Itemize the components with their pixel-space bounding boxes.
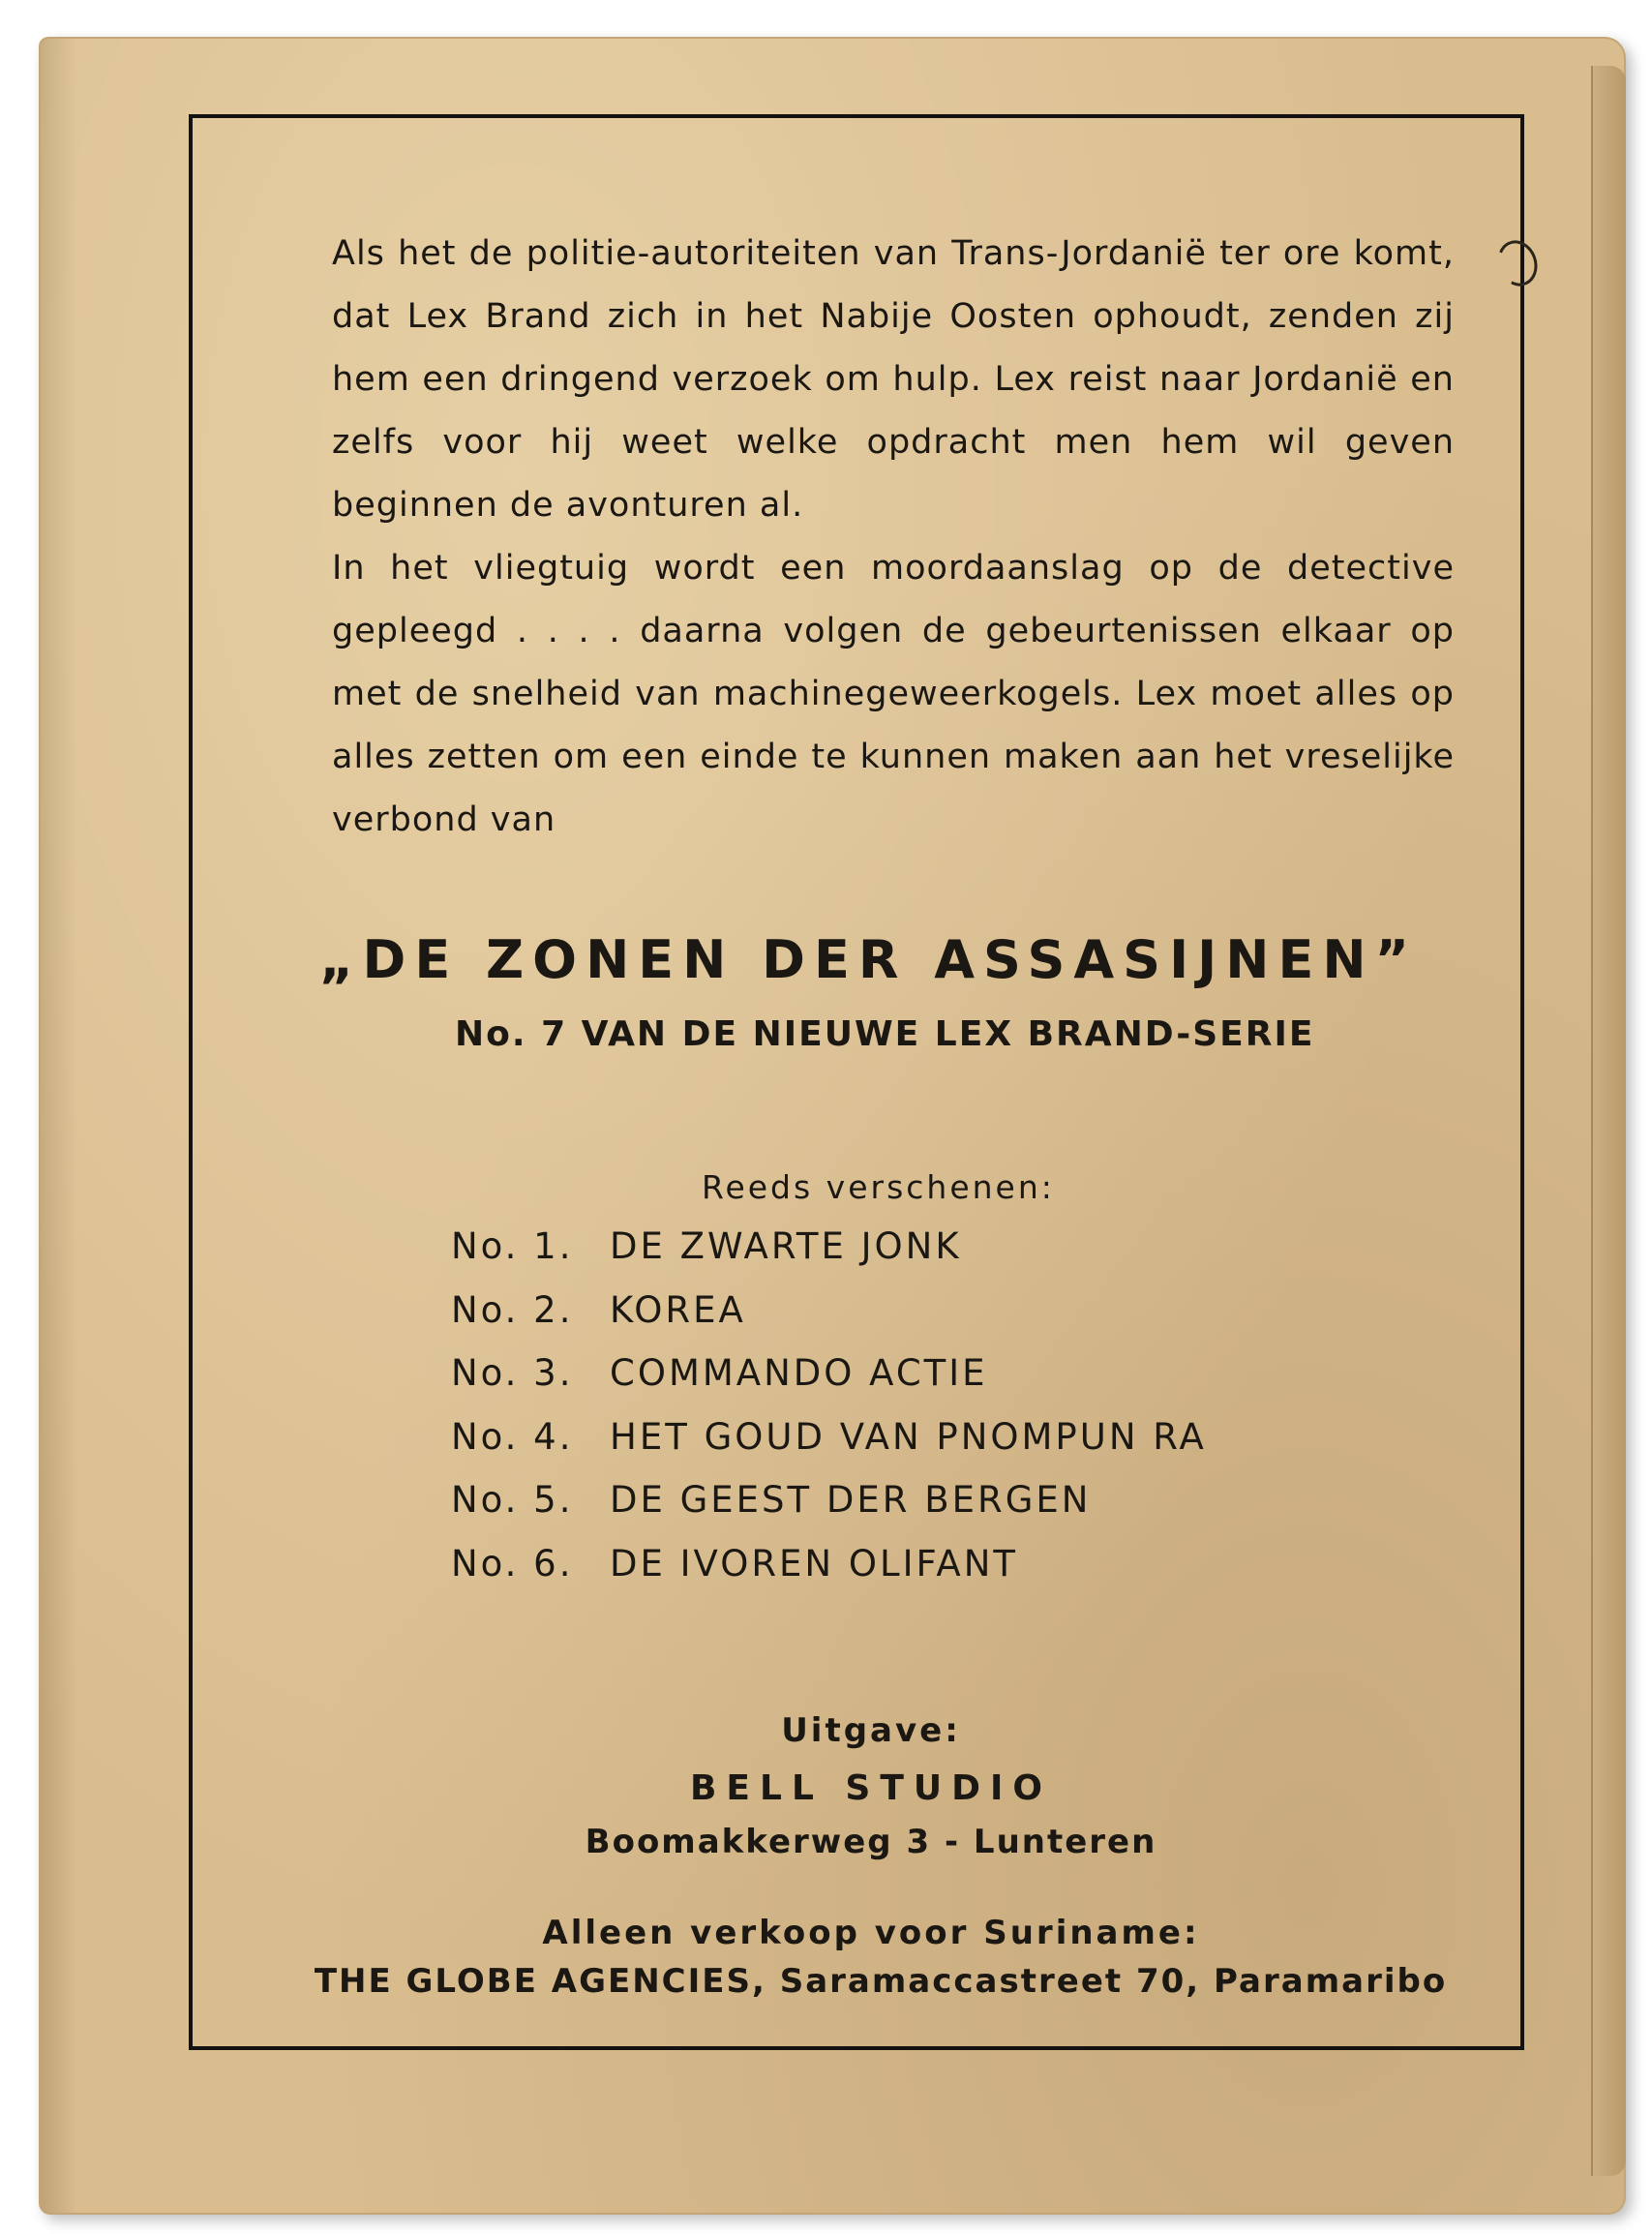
issue-title: HET GOUD VAN PNOMPUN RA bbox=[610, 1415, 1207, 1458]
synopsis-paragraph-1: Als het de politie-autoriteiten van Trans-Jordanië ter ore komt, dat Lex Brand zich in het Nabije Oosten ophoudt, zenden zij hem een dringend verzoek om hulp. Lex reist naar Jordanië en zelfs voor hij weet welke opdracht men hem wil geven beginnen de avonturen al. bbox=[332, 234, 1455, 525]
issue-title: DE GEEST DER BERGEN bbox=[610, 1479, 1092, 1521]
issue-number: No. 3. bbox=[451, 1352, 574, 1394]
publisher-address: Boomakkerweg 3 - Lunteren bbox=[585, 1823, 1157, 1861]
list-item bbox=[451, 1352, 1322, 1416]
issue-number: No. 5. bbox=[451, 1479, 574, 1521]
book-title: „DE ZONEN DER ASSASIJNEN” bbox=[319, 929, 1419, 990]
published-titles-list bbox=[451, 1225, 1322, 1606]
issue-number: No. 6. bbox=[451, 1542, 574, 1585]
list-item bbox=[451, 1416, 1322, 1480]
list-item bbox=[451, 1543, 1322, 1607]
synopsis-paragraph-2: In het vliegtuig wordt een moordaanslag op de detective gepleegd . . . . daarna volgen de gebeurtenissen elkaar op met de snelheid van machinegeweerkogels. Lex moet alles op alles zetten om een einde te kunnen maken aan het vreselijke verbond van bbox=[332, 549, 1455, 839]
issue-number: No. 2. bbox=[451, 1288, 574, 1331]
publisher-name: BELL STUDIO bbox=[689, 1768, 1053, 1808]
issue-number: No. 4. bbox=[451, 1415, 574, 1458]
already-published-label: Reeds verschenen: bbox=[702, 1168, 1055, 1206]
list-item bbox=[451, 1289, 1322, 1353]
issue-title: COMMANDO ACTIE bbox=[610, 1352, 988, 1394]
list-item bbox=[451, 1225, 1322, 1289]
issue-title: KOREA bbox=[610, 1288, 746, 1331]
sales-label: Alleen verkoop voor Suriname: bbox=[542, 1914, 1200, 1952]
page-edge bbox=[1591, 66, 1626, 2176]
series-subtitle: No. 7 VAN DE NIEUWE LEX BRAND-SERIE bbox=[455, 1014, 1315, 1054]
publisher-label: Uitgave: bbox=[781, 1711, 961, 1750]
list-item bbox=[451, 1479, 1322, 1543]
issue-number: No. 1. bbox=[451, 1225, 574, 1267]
synopsis-text bbox=[332, 223, 1455, 852]
issue-title: DE IVOREN OLIFANT bbox=[610, 1542, 1018, 1585]
issue-title: DE ZWARTE JONK bbox=[610, 1225, 962, 1267]
sales-agent: THE GLOBE AGENCIES, Saramaccastreet 70, Paramaribo bbox=[314, 1962, 1448, 2001]
